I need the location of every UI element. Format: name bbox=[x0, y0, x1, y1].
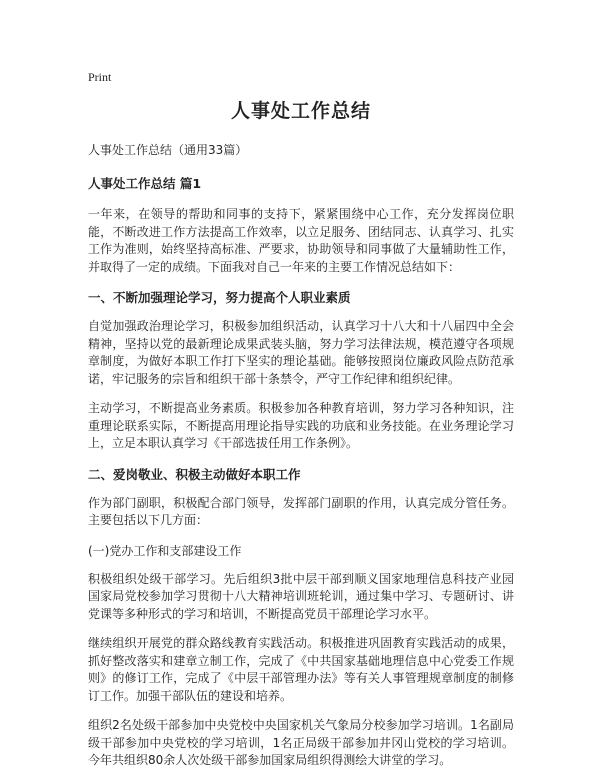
document-subtitle: 人事处工作总结（通用33篇） bbox=[88, 143, 248, 157]
document-title: 人事处工作总结 bbox=[230, 100, 371, 122]
paragraph-2: 主动学习，不断提高业务素质。积极参加各种教育培训，努力学习各种知识，注重理论联系实际，不断提高用理论指导实践的功底和业务技能。在业务理论学习上，立足本职认真学习《干部选拔任用工作条例》。 bbox=[88, 401, 514, 450]
print-label[interactable]: Print bbox=[88, 70, 112, 84]
paragraph-5: 继续组织开展党的群众路线教育实践活动。积极推进巩固教育实践活动的成果，抓好整改落实和建章立制工作，完成了《中共国家基础地理信息中心党委工作规则》的修订工作，完成了《中层干部管理办法》等有关人事管理规章制度的制修订工作。加强干部队伍的建设和培养。 bbox=[88, 636, 514, 703]
paragraph-3: 作为部门副职，积极配合部门领导，发挥部门副职的作用，认真完成分管任务。主要包括以下几方面： bbox=[88, 495, 514, 527]
heading-1: 一、不断加强理论学习，努力提高个人职业素质 bbox=[88, 290, 351, 305]
heading-2: 二、爱岗敬业、积极主动做好本职工作 bbox=[88, 466, 301, 482]
paragraph-1: 自觉加强政治理论学习，积极参加组织活动，认真学习十八大和十八届四中全会精神，坚持以党的最新理论成果武装头脑，努力学习法律法规，模范遵守各项规章制度，为做好本职工作打下坚实的理论基础。能够按照岗位廉政风险点防范承诺，牢记服务的宗旨和组织干部十条禁令，严守工作纪律和组织纪律。 bbox=[88, 319, 514, 386]
paragraph-6: 组织2名处级干部参加中央党校中央国家机关气象局分校参加学习培训。1名副局级干部参加中央党校的学习培训，1名正局级干部参加井冈山党校的学习培训。今年共组织80余人次处级干部参加国家局组织得测绘大讲堂的学习。 bbox=[88, 718, 514, 767]
section-title: 人事处工作总结 篇1 bbox=[88, 176, 202, 191]
sub-heading-1: (一)党办工作和支部建设工作 bbox=[88, 543, 242, 558]
paragraph-4: 积极组织处级干部学习。先后组织3批中层干部到顺义国家地理信息科技产业园国家局党校参加学习贯彻十八大精神培训班轮训，通过集中学习、专题研讨、讲党课等多种形式的学习和培训，不断提高党员干部理论学习水平。 bbox=[88, 571, 514, 621]
intro-paragraph: 一年来，在领导的帮助和同事的支持下，紧紧围绕中心工作，充分发挥岗位职能，不断改进工作方法提高工作效率，以立足服务、团结同志、认真学习、扎实工作为准则，始终坚持高标准、严要求，协助领导和同事做了大量辅助性工作，并取得了一定的成绩。下面我对自己一年来的主要工作情况总结如下： bbox=[88, 207, 514, 274]
